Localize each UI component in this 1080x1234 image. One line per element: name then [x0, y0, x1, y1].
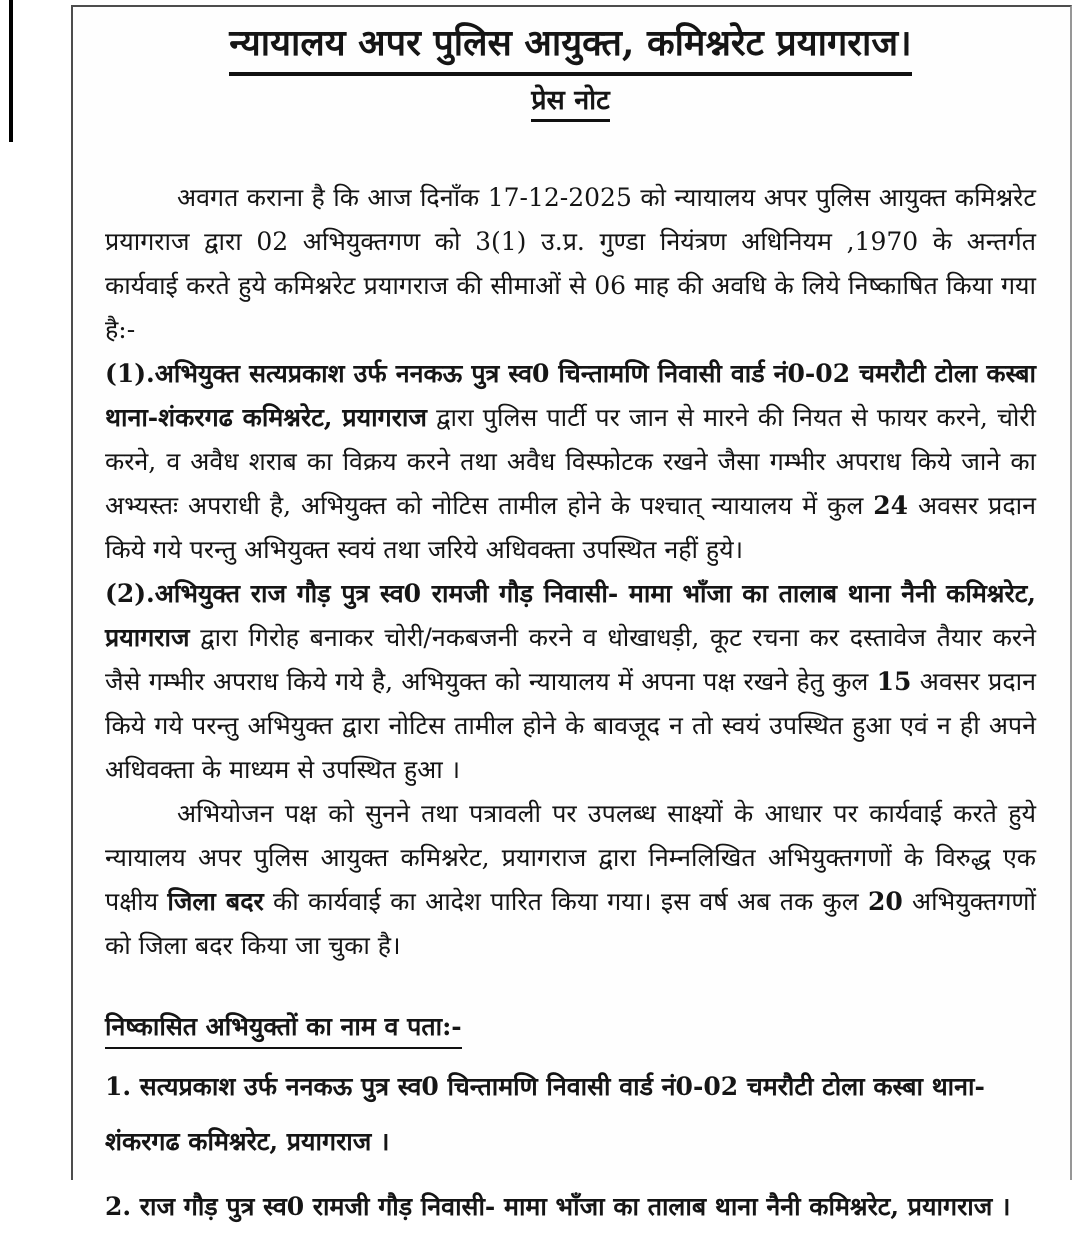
accused-1-offences: द्वारा पुलिस पार्टी पर जान से मारने की नियत से फायर करने, चोरी करने, व अवैध शराब का विक्रय करने तथा अवैध विस्फोटक रखने जैसा गम्भीर अपराध किये जाने का अभ्यस्तः अपराधी है, अभियुक्त को नोटिस तामील होने के पश्चात् न्यायालय में कुल	[105, 403, 1036, 521]
expelled-list-heading-text: निष्कासित अभियुक्तों का नाम व पता:-	[105, 1010, 462, 1049]
yearly-expulsion-count: 20	[867, 887, 903, 917]
page-title-text: न्यायालय अपर पुलिस आयुक्त, कमिश्नरेट प्रयागराज।	[229, 21, 911, 76]
accused-2-offences: द्वारा गिरोह बनाकर चोरी/नकबजनी करने व धोखाधड़ी, कूट रचना कर दस्तावेज तैयार करने जैसे गम्भीर अपराध किये गये है, अभियुक्त को न्यायालय में अपना पक्ष रखने हेतु कुल	[105, 623, 1036, 697]
expelled-list-item-1: 1. सत्यप्रकाश उर्फ ननकऊ पुत्र स्व0 चिन्तामणि निवासी वार्ड नं0-02 चमरौटी टोला कस्बा थाना- शंकरगढ कमिश्नरेट, प्रयागराज ।	[105, 1072, 985, 1157]
accused-2-hearing-count: 15	[876, 667, 912, 697]
subtitle	[105, 85, 1036, 122]
accused-1-name-address: (1).अभियुक्त सत्यप्रकाश उर्फ ननकऊ पुत्र स्व0 चिन्तामणि निवासी वार्ड नं0-02 चमरौटी टोला कस्बा थाना-शंकरगढ कमिश्नरेट, प्रयागराज	[105, 359, 1036, 433]
conclusion-part-1: अभियोजन पक्ष को सुनने तथा पत्रावली पर उपलब्ध साक्ष्यों के आधार पर कार्यवाई करते हुये न्यायालय अपर पुलिस आयुक्त कमिश्नरेट, प्रयागराज द्वारा निम्नलिखित अभियुक्तगणों के विरुद्ध एक पक्षीय	[105, 799, 1036, 917]
accused-1-hearing-count: 24	[873, 491, 909, 521]
district-expulsion-term: जिला बदर	[167, 887, 264, 917]
accused-2-nonappearance: अवसर प्रदान किये गये परन्तु अभियुक्त द्वारा नोटिस तामील होने के बावजूद न तो स्वयं उपस्थित हुआ एवं न ही अपने अधिवक्ता के माध्यम से उपस्थित हुआ ।	[105, 667, 1036, 785]
accused-1-paragraph	[105, 352, 1036, 572]
accused-2-name-address: (2).अभियुक्त राज गौड़ पुत्र स्व0 रामजी गौड़ निवासी- मामा भाँजा का तालाब थाना नैनी कमिश्नरेट, प्रयागराज	[105, 579, 1036, 653]
conclusion-part-2: की कार्यवाई का आदेश पारित किया गया। इस वर्ष अब तक कुल	[263, 887, 868, 917]
page-title	[105, 21, 1036, 76]
scan-edge-mark	[9, 0, 13, 142]
conclusion-paragraph	[105, 792, 1036, 968]
intro-paragraph: अवगत कराना है कि आज दिनाँक 17-12-2025 को न्यायालय अपर पुलिस आयुक्त कमिश्नरेट प्रयागराज द्वारा 02 अभियुक्तगण को 3(1) उ.प्र. गुण्डा नियंत्रण अधिनियम ,1970 के अन्तर्गत कार्यवाई करते हुये कमिश्नरेट प्रयागराज की सीमाओं से 06 माह की अवधि के लिये निष्काषित किया गया है:-	[105, 183, 1036, 345]
expelled-list-item-2: 2. राज गौड़ पुत्र स्व0 रामजी गौड़ निवासी- मामा भाँजा का तालाब थाना नैनी कमिश्नरेट, प्रयागराज ।	[105, 1192, 1011, 1222]
accused-2-paragraph	[105, 572, 1036, 792]
document-body	[105, 176, 1036, 1234]
subtitle-text: प्रेस नोट	[531, 85, 610, 122]
press-note-page	[71, 5, 1072, 1222]
accused-1-nonappearance: अवसर प्रदान किये गये परन्तु अभियुक्त स्वयं तथा जरिये अधिवक्ता उपस्थित नहीं हुये।	[105, 491, 1036, 565]
expelled-list-heading	[105, 1010, 1036, 1049]
conclusion-part-3: अभियुक्तगणों को जिला बदर किया जा चुका है।	[105, 887, 1036, 961]
